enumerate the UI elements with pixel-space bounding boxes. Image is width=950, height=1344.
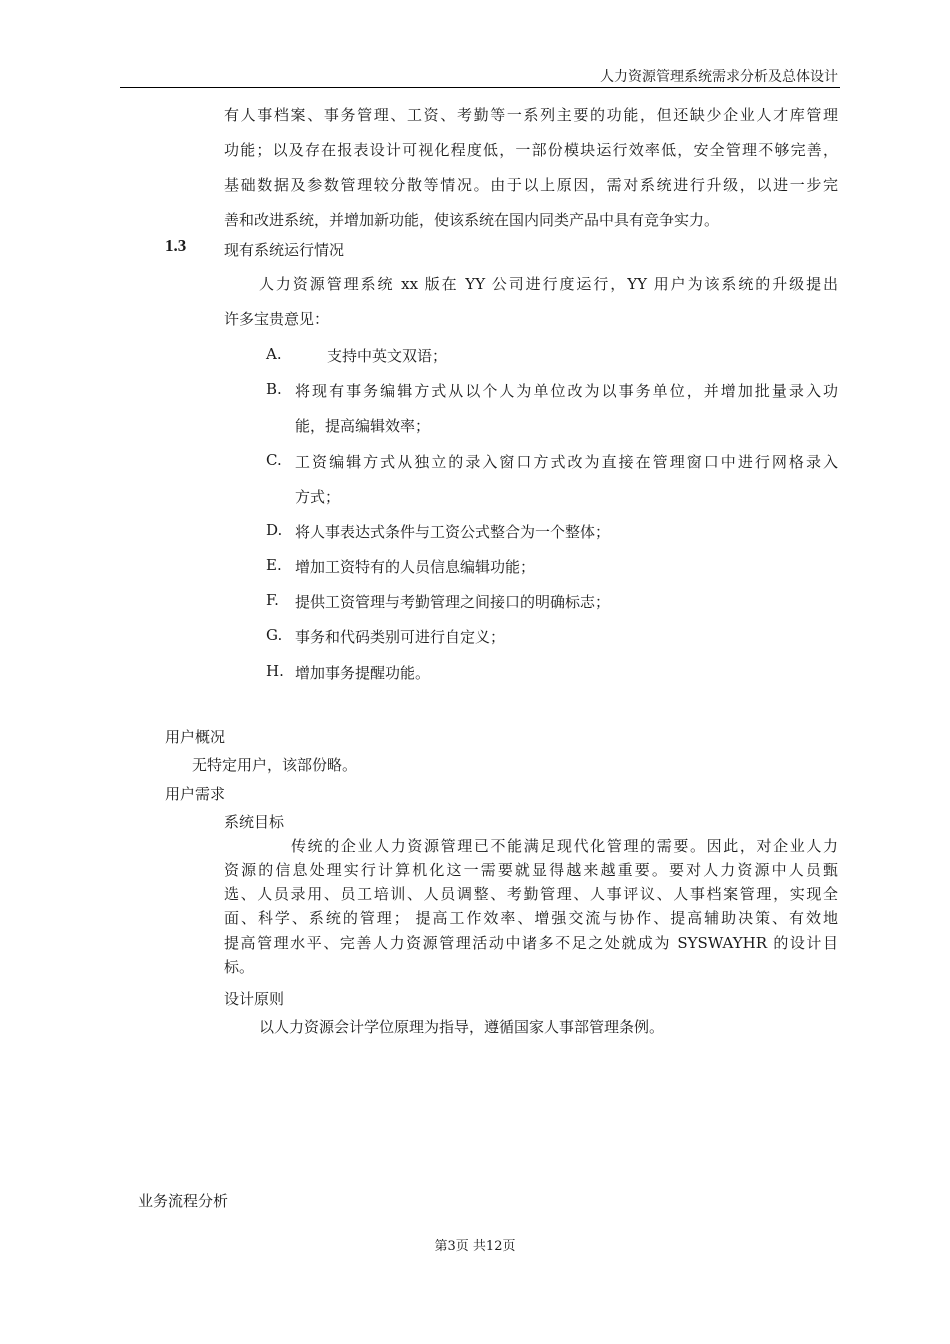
item-letter-d: D. xyxy=(266,521,283,539)
user-needs-heading: 用户需求 xyxy=(165,785,226,803)
system-goal-heading: 系统目标 xyxy=(224,813,285,831)
section-number: 1.3 xyxy=(165,236,187,255)
system-goal-line-2: 资源的信息处理实行计算机化这一需要就显得越来越重要。要对人力资源中人员甄 xyxy=(224,861,838,879)
system-goal-line-1: 传统的企业人力资源管理已不能满足现代化管理的需要。因此，对企业人力 xyxy=(291,837,838,855)
item-text-g: 事务和代码类别可进行自定义； xyxy=(295,628,506,646)
design-principle-heading: 设计原则 xyxy=(224,990,285,1008)
system-goal-line-6: 标。 xyxy=(224,958,255,976)
system-goal-line-4: 面、科学、系统的管理； 提高工作效率、增强交流与协作、提高辅助决策、有效地 xyxy=(224,909,838,927)
item-text-c-line-1: 工资编辑方式从独立的录入窗口方式改为直接在管理窗口中进行网格录入 xyxy=(295,453,838,471)
intro-line-2: 功能；以及存在报表设计可视化程度低，一部份模块运行效率低，安全管理不够完善， xyxy=(224,141,838,159)
item-text-b-line-1: 将现有事务编辑方式从以个人为单位改为以事务单位，并增加批量录入功 xyxy=(295,382,838,400)
item-letter-g: G. xyxy=(266,626,283,644)
intro-line-3: 基础数据及参数管理较分散等情况。由于以上原因，需对系统进行升级，以进一步完 xyxy=(224,176,838,194)
item-letter-e: E. xyxy=(266,556,282,574)
header-title: 人力资源管理系统需求分析及总体设计 xyxy=(600,69,838,85)
business-flow-heading: 业务流程分析 xyxy=(138,1192,229,1210)
intro-line-1: 有人事档案、事务管理、工资、考勤等一系列主要的功能，但还缺少企业人才库管理 xyxy=(224,106,838,124)
item-letter-c: C. xyxy=(266,451,282,469)
system-goal-line-5: 提高管理水平、完善人力资源管理活动中诸多不足之处就成为 SYSWAYHR 的设计目 xyxy=(224,934,838,952)
header-divider xyxy=(120,87,840,88)
item-text-d: 将人事表达式条件与工资公式整合为一个整体； xyxy=(295,523,611,541)
item-text-e: 增加工资特有的人员信息编辑功能； xyxy=(295,558,536,576)
intro-line-4: 善和改进系统，并增加新功能，使该系统在国内同类产品中具有竞争实力。 xyxy=(224,211,720,229)
section-title: 现有系统运行情况 xyxy=(224,241,345,259)
item-letter-b: B. xyxy=(266,380,282,398)
page-number: 第3页 共12页 xyxy=(434,1239,516,1254)
item-text-f: 提供工资管理与考勤管理之间接口的明确标志； xyxy=(295,593,611,611)
item-text-h: 增加事务提醒功能。 xyxy=(295,664,431,682)
section-intro-line-1: 人力资源管理系统 xx 版在 YY 公司进行度运行，YY 用户为该系统的升级提出 xyxy=(259,275,838,293)
item-text-a: 支持中英文双语； xyxy=(327,347,448,365)
item-text-c-line-2: 方式； xyxy=(295,488,341,506)
section-intro-line-2: 许多宝贵意见： xyxy=(224,310,330,328)
system-goal-line-3: 选、人员录用、员工培训、人员调整、考勤管理、人事评议、人事档案管理，实现全 xyxy=(224,885,838,903)
item-text-b-line-2: 能，提高编辑效率； xyxy=(295,417,431,435)
item-letter-a: A. xyxy=(266,345,282,363)
item-letter-f: F. xyxy=(266,591,279,609)
design-principle-text: 以人力资源会计学位原理为指导，遵循国家人事部管理条例。 xyxy=(259,1018,665,1036)
user-overview-heading: 用户概况 xyxy=(165,728,226,746)
user-overview-text: 无特定用户，该部份略。 xyxy=(192,756,358,774)
item-letter-h: H. xyxy=(266,662,284,680)
